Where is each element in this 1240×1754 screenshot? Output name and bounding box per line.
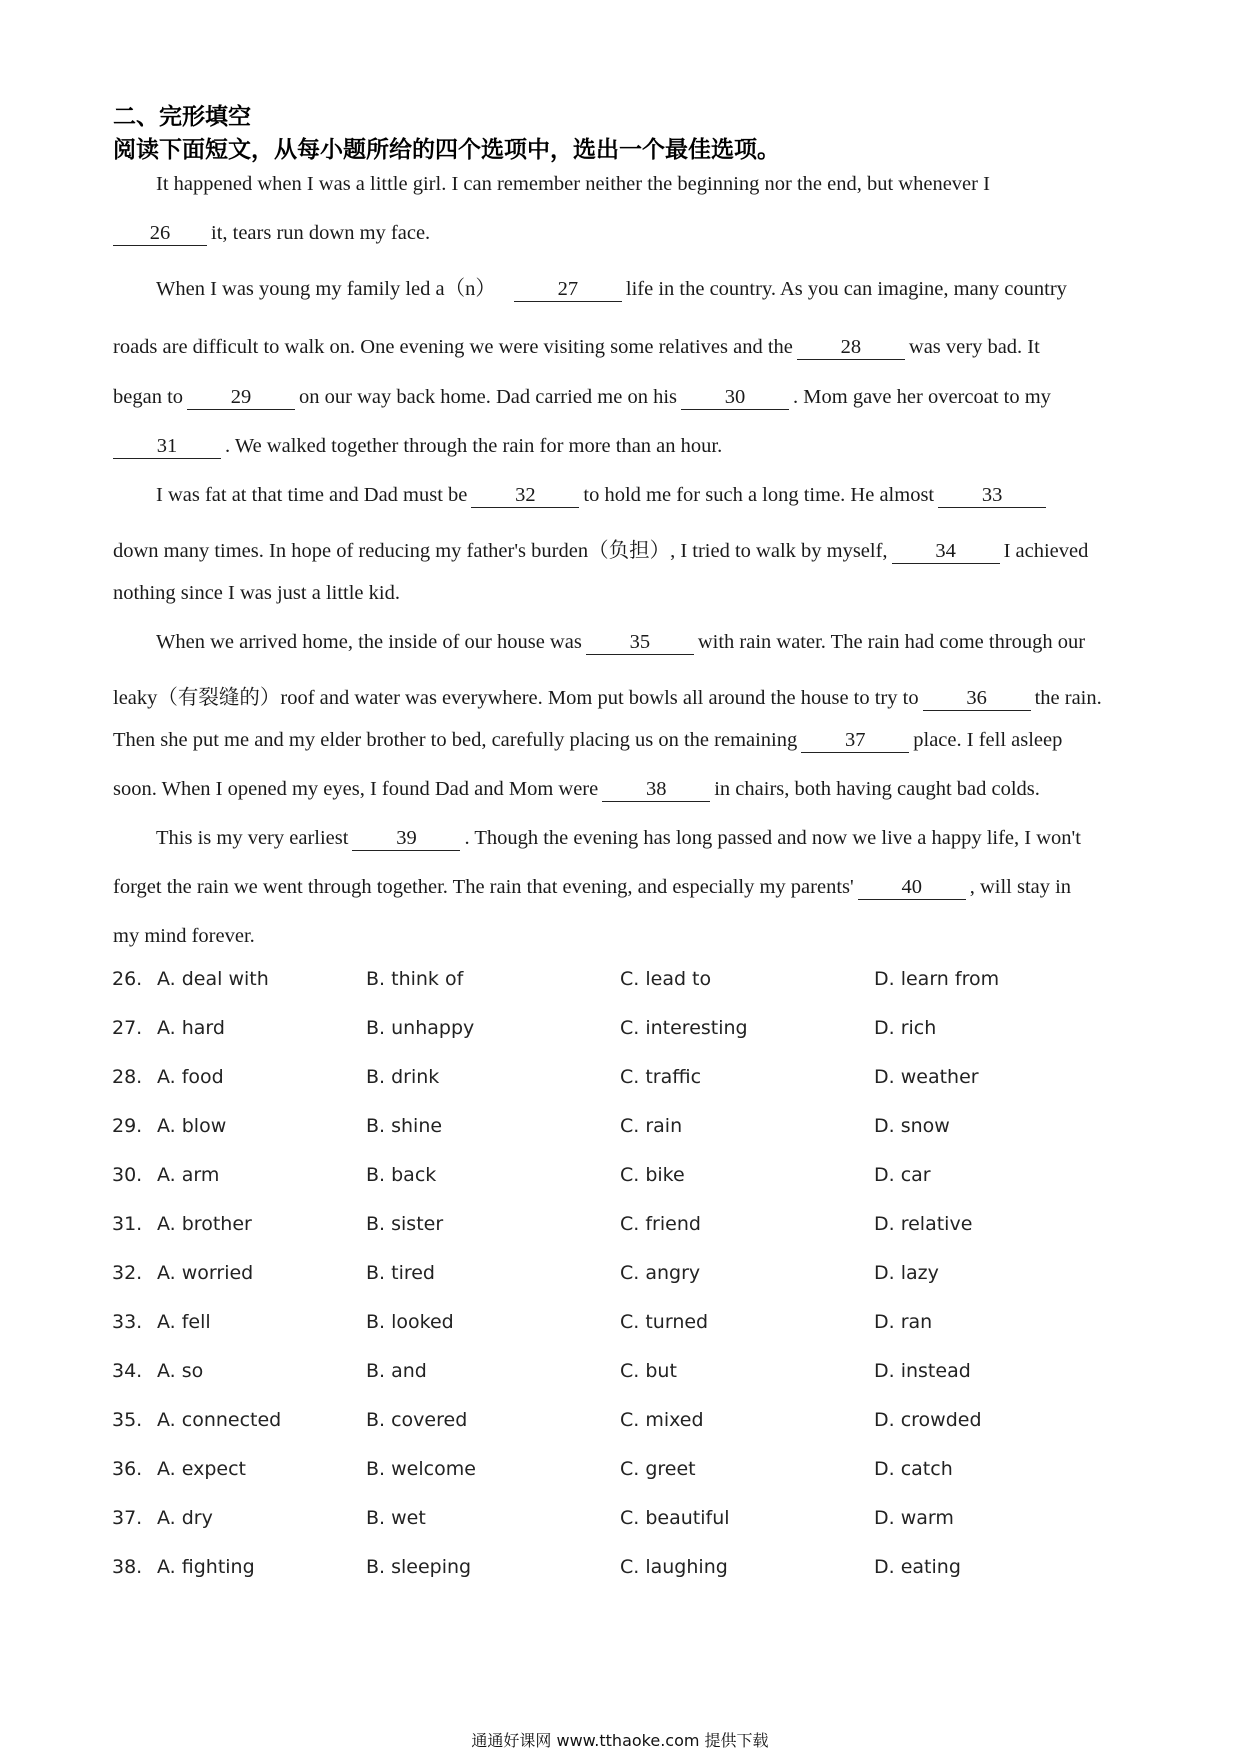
passage-line: I was fat at that time and Dad must be 32 to hold me for such a long time. He almost 33 <box>156 484 1133 508</box>
option-c: C. angry <box>620 1262 701 1284</box>
question-number: 31. <box>112 1213 143 1235</box>
option-c: C. friend <box>620 1213 701 1235</box>
section-title: 二、完形填空 <box>113 104 251 130</box>
blank-36: 36 <box>923 688 1031 711</box>
blank-27: 27 <box>514 279 622 302</box>
question-number: 34. <box>112 1360 143 1382</box>
option-d: D. eating <box>874 1556 961 1578</box>
option-c: C. interesting <box>620 1017 748 1039</box>
footer-credit: 通通好课网 www.tthaoke.com 提供下载 <box>471 1731 769 1750</box>
option-c: C. lead to <box>620 968 712 990</box>
option-d: D. rich <box>874 1017 937 1039</box>
option-a: A. brother <box>157 1213 252 1235</box>
option-d: D. relative <box>874 1213 973 1235</box>
question-number: 37. <box>112 1507 143 1529</box>
option-b: B. drink <box>366 1066 440 1088</box>
option-a: A. hard <box>157 1017 225 1039</box>
option-a: A. connected <box>157 1409 282 1431</box>
passage-line: roads are difficult to walk on. One evening we were visiting some relatives and the 28 was very bad. It <box>113 336 1040 358</box>
blank-30: 30 <box>681 387 789 410</box>
question-number: 28. <box>112 1066 143 1088</box>
instructions: 阅读下面短文，从每小题所给的四个选项中，选出一个最佳选项。 <box>113 137 780 163</box>
passage-line: forget the rain we went through together. The rain that evening, and especially my parents' 40 , will stay in <box>113 876 1072 898</box>
option-c: C. rain <box>620 1115 683 1137</box>
option-a: A. expect <box>157 1458 246 1480</box>
option-c: C. bike <box>620 1164 685 1186</box>
option-a: A. so <box>157 1360 204 1382</box>
option-a: A. fell <box>157 1311 211 1333</box>
blank-34: 34 <box>892 541 1000 564</box>
passage-line: Then she put me and my elder brother to bed, carefully placing us on the remaining 37 place. I fell asleep <box>113 729 1063 751</box>
option-a: A. dry <box>157 1507 213 1529</box>
passage-line: 31 . We walked together through the rain for more than an hour. <box>113 435 1133 459</box>
option-b: B. unhappy <box>366 1017 475 1039</box>
option-a: A. blow <box>157 1115 227 1137</box>
question-number: 35. <box>112 1409 143 1431</box>
option-b: B. shine <box>366 1115 443 1137</box>
option-c: C. traffic <box>620 1066 702 1088</box>
option-a: A. food <box>157 1066 224 1088</box>
passage-line: When we arrived home, the inside of our house was 35 with rain water. The rain had come through our <box>156 631 1086 653</box>
option-b: B. covered <box>366 1409 468 1431</box>
blank-26: 26 <box>113 223 207 246</box>
option-d: D. lazy <box>874 1262 939 1284</box>
option-b: B. wet <box>366 1507 426 1529</box>
option-b: B. tired <box>366 1262 435 1284</box>
question-number: 32. <box>112 1262 143 1284</box>
blank-37: 37 <box>801 730 909 753</box>
blank-29: 29 <box>187 387 295 410</box>
option-b: B. sleeping <box>366 1556 472 1578</box>
option-b: B. sister <box>366 1213 444 1235</box>
passage-line: 26 it, tears run down my face. <box>113 222 1133 246</box>
blank-40: 40 <box>858 877 966 900</box>
passage-line: It happened when I was a little girl. I can remember neither the beginning nor the end, but whenever I <box>156 173 990 195</box>
option-c: C. turned <box>620 1311 709 1333</box>
option-b: B. looked <box>366 1311 454 1333</box>
question-number: 26. <box>112 968 143 990</box>
passage-line: soon. When I opened my eyes, I found Dad and Mom were 38 in chairs, both having caught bad colds. <box>113 778 1040 800</box>
option-d: D. ran <box>874 1311 933 1333</box>
passage-line: nothing since I was just a little kid. <box>113 582 400 604</box>
option-c: C. but <box>620 1360 677 1382</box>
option-a: A. deal with <box>157 968 269 990</box>
passage-line: leaky（有裂缝的）roof and water was everywhere. Mom put bowls all around the house to try to 36 the rain. <box>113 687 1102 709</box>
question-number: 38. <box>112 1556 143 1578</box>
blank-33: 33 <box>938 485 1046 508</box>
option-b: B. back <box>366 1164 437 1186</box>
option-b: B. welcome <box>366 1458 476 1480</box>
option-b: B. think of <box>366 968 464 990</box>
option-b: B. and <box>366 1360 427 1382</box>
passage-line: began to 29 on our way back home. Dad carried me on his 30 . Mom gave her overcoat to my <box>113 386 1051 408</box>
option-a: A. fighting <box>157 1556 255 1578</box>
blank-28: 28 <box>797 337 905 360</box>
question-number: 29. <box>112 1115 143 1137</box>
blank-32: 32 <box>471 485 579 508</box>
option-c: C. mixed <box>620 1409 704 1431</box>
blank-38: 38 <box>602 779 710 802</box>
option-a: A. arm <box>157 1164 220 1186</box>
option-d: D. crowded <box>874 1409 982 1431</box>
question-number: 27. <box>112 1017 143 1039</box>
option-d: D. instead <box>874 1360 971 1382</box>
option-c: C. beautiful <box>620 1507 730 1529</box>
passage-line: This is my very earliest 39 . Though the evening has long passed and now we live a happy life, I won't <box>156 827 1081 849</box>
blank-39: 39 <box>352 828 460 851</box>
question-number: 36. <box>112 1458 143 1480</box>
option-d: D. snow <box>874 1115 950 1137</box>
option-d: D. learn from <box>874 968 1000 990</box>
option-c: C. greet <box>620 1458 696 1480</box>
option-d: D. catch <box>874 1458 953 1480</box>
question-number: 33. <box>112 1311 143 1333</box>
blank-35: 35 <box>586 632 694 655</box>
passage-line: down many times. In hope of reducing my father's burden（负担）, I tried to walk by myself, 34 I achieved <box>113 540 1089 562</box>
blank-31: 31 <box>113 436 221 459</box>
question-number: 30. <box>112 1164 143 1186</box>
passage-line: When I was young my family led a（n） 27 life in the country. As you can imagine, many country <box>156 278 1067 300</box>
option-d: D. weather <box>874 1066 979 1088</box>
option-d: D. warm <box>874 1507 954 1529</box>
passage-line: my mind forever. <box>113 925 255 947</box>
option-c: C. laughing <box>620 1556 728 1578</box>
option-d: D. car <box>874 1164 931 1186</box>
option-a: A. worried <box>157 1262 254 1284</box>
